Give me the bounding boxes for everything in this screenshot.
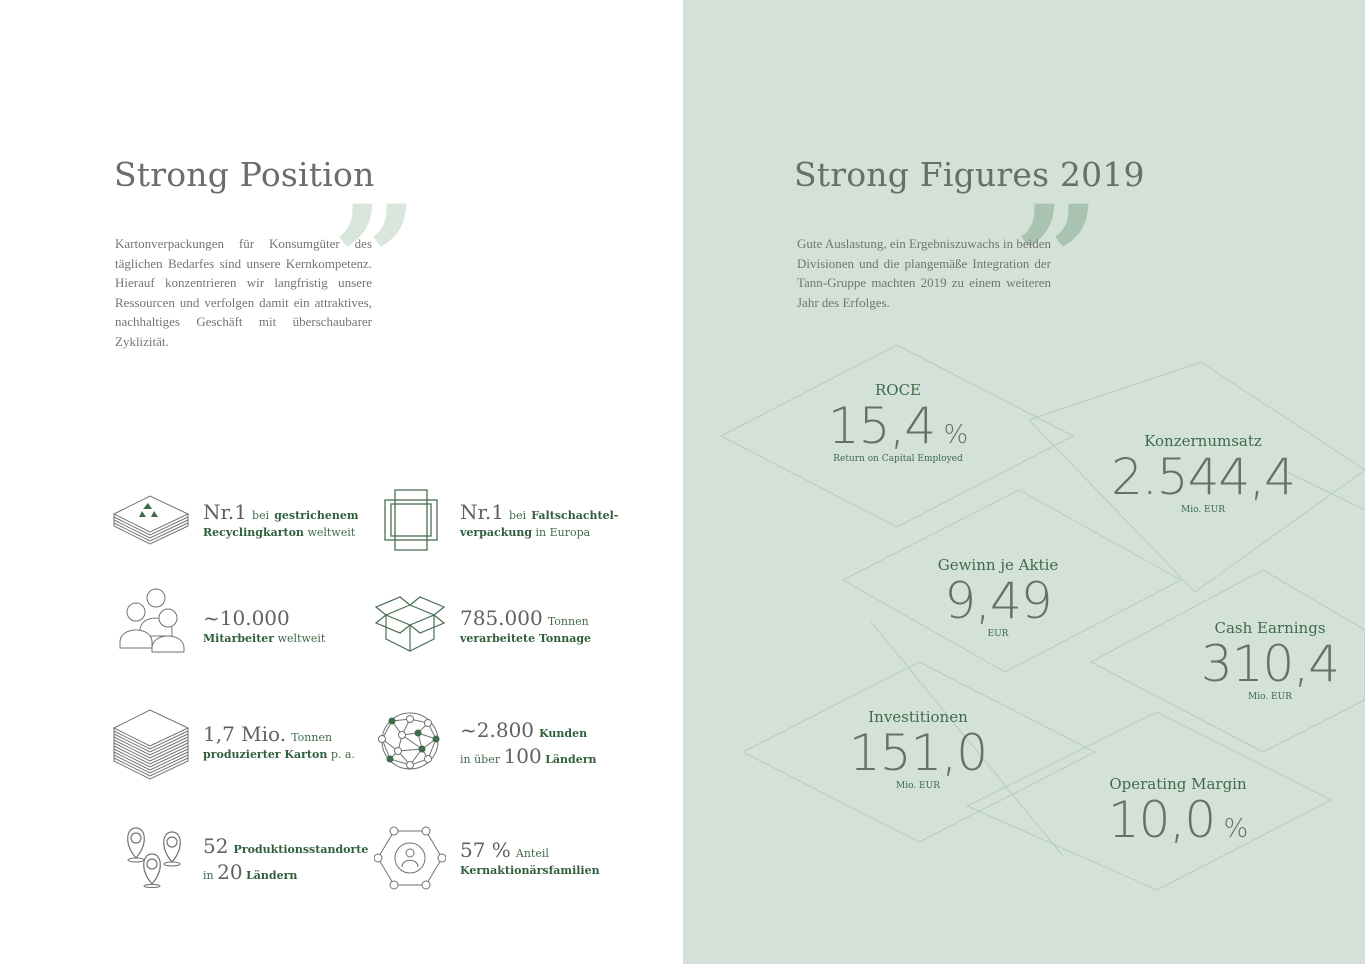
family-network-icon — [374, 825, 446, 891]
right-page — [683, 0, 1365, 964]
metric-investitionen: Investitionen 151,0 Mio. EUR — [848, 708, 988, 791]
fact-produktionsstandorte: 52 Produktionsstandorte in 20 Ländern — [203, 834, 369, 884]
metric-roce: ROCE 15,4 % Return on Capital Employed — [827, 381, 969, 464]
intro-text-left: Kartonverpackungen für Konsumgüter des täglichen Bedarfes sind unsere Kernkompetenz. Hierauf konzentrieren wir langfristig unsere Ressourcen und verfolgen damit ein attraktives, nachhaltiges Geschäft mit überschaubarer Zyklizität. — [115, 236, 372, 349]
open-box-icon — [374, 595, 446, 653]
page-title-strong-position: Strong Position — [114, 155, 375, 194]
recycling-stack-icon — [110, 490, 192, 548]
fact-anteil-kernaktionaere: 57 % Anteil Kernaktionärsfamilien — [460, 838, 600, 877]
fact-produzierter-karton: 1,7 Mio. Tonnen produzierter Karton p. a. — [203, 722, 355, 761]
metric-gewinn-je-aktie: Gewinn je Aktie 9,49 EUR — [937, 556, 1059, 639]
folding-box-icon — [381, 488, 441, 552]
fact-nr1-faltschachtel: Nr.1 bei Faltschachtel- verpackung in Europa — [460, 500, 619, 539]
quote-mark-right: ” — [1014, 173, 1101, 349]
metric-cash-earnings: Cash Earnings 310,4 Mio. EUR — [1200, 619, 1340, 702]
fact-kunden: ~2.800 Kunden in über 100 Ländern — [460, 718, 597, 768]
fact-tonnage: 785.000 Tonnen verarbeitete Tonnage — [460, 606, 592, 645]
metric-konzernumsatz: Konzernumsatz 2.544,4 Mio. EUR — [1111, 432, 1295, 515]
employees-icon — [118, 586, 186, 654]
paper-stack-icon — [110, 706, 192, 786]
quote-mark-left: ” — [332, 173, 419, 349]
page-title-strong-figures: Strong Figures 2019 — [794, 155, 1145, 194]
location-pins-icon — [120, 824, 186, 888]
fact-nr1-recyclingkarton: Nr.1 bei gestrichenem Recyclingkarton weltweit — [203, 500, 359, 539]
intro-text-right: Gute Auslastung, ein Ergebniszuwachs in beiden Divisionen und die plangemäße Integration der Tann-Gruppe machten 2019 zu einem weiteren Jahr des Erfolges. — [797, 236, 1051, 310]
metric-operating-margin: Operating Margin 10,0 % — [1107, 775, 1249, 849]
fact-mitarbeiter: ~10.000 Mitarbeiter weltweit — [203, 606, 326, 645]
network-globe-icon — [378, 709, 442, 773]
